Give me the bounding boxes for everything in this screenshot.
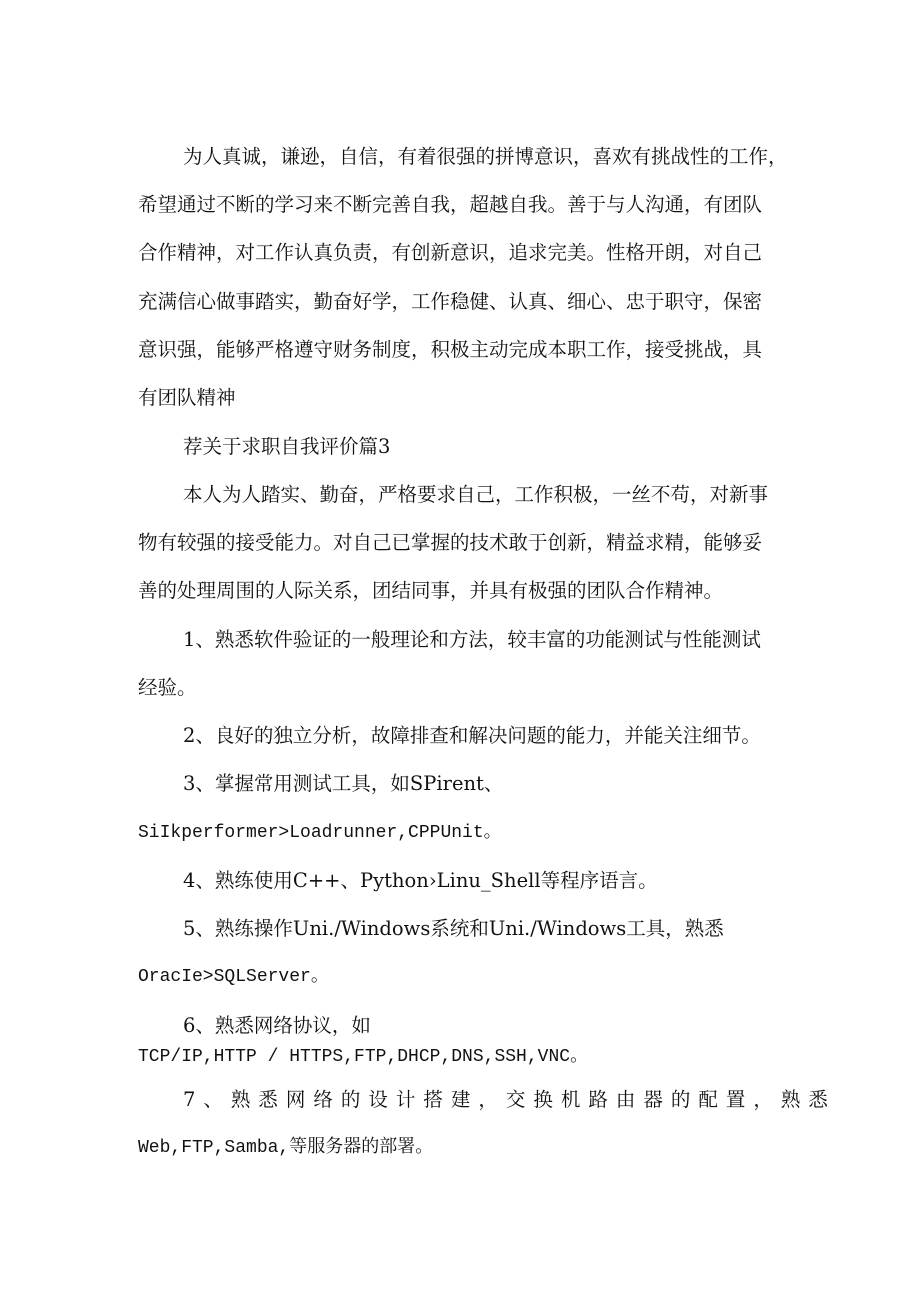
paragraph-2-line-3: 善的处理周围的人际关系，团结同事，并具有极强的团队合作精神。 xyxy=(138,579,724,602)
list-item-6-line-2: TCP/IP,HTTP / HTTPS,FTP,DHCP,DNS,SSH,VNC。 xyxy=(138,1047,589,1067)
paragraph-1-line-1: 为人真诚，谦逊，自信，有着很强的拼博意识，喜欢有挑战性的工作， xyxy=(183,145,788,168)
list-item-5-line-1: 5、熟练操作Uni./Windows系统和Uni./Windows工具，熟悉 xyxy=(183,917,724,940)
paragraph-1-line-5: 意识强，能够严格遵守财务制度，积极主动完成本职工作，接受挑战，具 xyxy=(138,338,763,361)
list-item-7-line-2: Web,FTP,Samba,等服务器的部署。 xyxy=(138,1138,434,1158)
paragraph-1-line-4: 充满信心做事踏实，勤奋好学，工作稳健、认真、细心、忠于职守，保密 xyxy=(138,290,763,313)
list-item-4-line-1: 4、熟练使用C++、Python›Linu_Shell等程序语言。 xyxy=(183,869,658,892)
paragraph-1-line-6: 有团队精神 xyxy=(138,386,236,409)
section-title: 荐关于求职自我评价篇3 xyxy=(183,435,391,458)
paragraph-2-line-2: 物有较强的接受能力。对自己已掌握的技术敢于创新，精益求精，能够妥 xyxy=(138,531,763,554)
list-item-1-line-2: 经验。 xyxy=(138,676,197,699)
list-item-5-line-2: OracIe>SQLServer。 xyxy=(138,967,329,987)
list-item-3-line-2: SiIkperformer>Loadrunner,CPPUnit。 xyxy=(138,823,502,843)
paragraph-1-line-3: 合作精神，对工作认真负责，有创新意识，追求完美。性格开朗，对自己 xyxy=(138,241,763,264)
paragraph-2-line-1: 本人为人踏实、勤奋，严格要求自己，工作积极，一丝不苟，对新事 xyxy=(183,483,769,506)
paragraph-1-line-2: 希望通过不断的学习来不断完善自我，超越自我。善于与人沟通，有团队 xyxy=(138,193,763,216)
list-item-7-line-1: 7、熟悉网络的设计搭建，交换机路由器的配置，熟悉 xyxy=(183,1088,836,1111)
list-item-1-line-1: 1、熟悉软件验证的一般理论和方法，较丰富的功能测试与性能测试 xyxy=(183,628,761,651)
list-item-2-line-1: 2、良好的独立分析，故障排查和解决问题的能力，并能关注细节。 xyxy=(183,724,761,747)
list-item-3-line-1: 3、掌握常用测试工具，如SPirent、 xyxy=(183,772,504,795)
list-item-6-line-1: 6、熟悉网络协议，如 xyxy=(183,1014,371,1037)
